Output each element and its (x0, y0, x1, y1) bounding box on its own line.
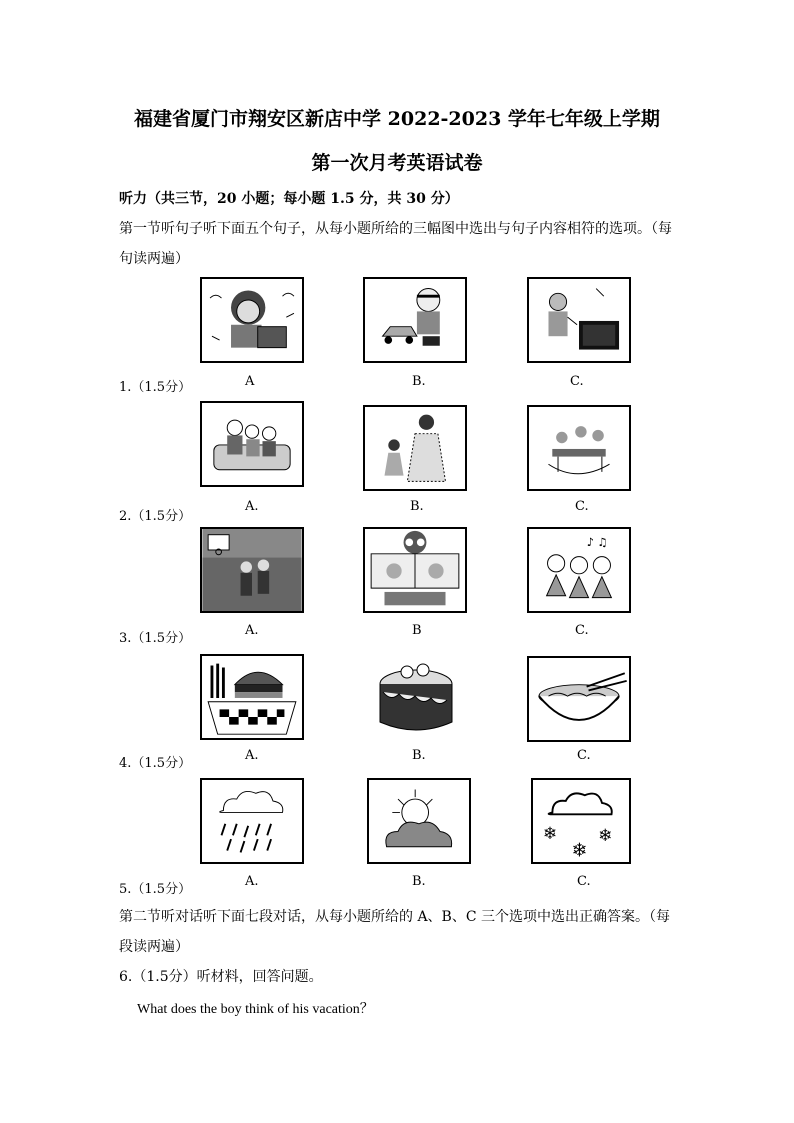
q1-picture-a[interactable] (200, 277, 304, 363)
section2-instruction-cont: 段读两遍） (119, 939, 189, 955)
q1-number: 1.（1.5分） (119, 380, 192, 395)
q5-number: 5.（1.5分） (119, 882, 192, 897)
q3-label-c: C. (575, 623, 589, 638)
q5-label-a: A. (245, 874, 259, 889)
title-line-2: 第一次月考英语试卷 (311, 152, 483, 174)
cake-icon (367, 656, 465, 740)
section1-instruction: 第一节听句子听下面五个句子，从每小题所给的三幅图中选出与句子内容相符的选项。（每 (119, 221, 672, 237)
rainy-icon (202, 780, 302, 862)
q1-label-b: B. (412, 374, 426, 389)
svg-text:♪ ♫: ♪ ♫ (586, 535, 608, 550)
sunny-cloudy-icon (369, 780, 469, 862)
q5-picture-a[interactable] (200, 778, 304, 864)
burger-and-fries-icon (202, 656, 302, 738)
mother-and-girl-icon (365, 407, 465, 489)
q4-picture-c[interactable] (527, 656, 631, 742)
q4-label-b: B. (412, 748, 426, 763)
q4-picture-a[interactable] (200, 654, 304, 740)
q6-question: What does the boy think of his vacation？ (137, 1002, 374, 1017)
svg-text:❄: ❄ (542, 824, 558, 845)
boy-playing-computer-icon (529, 279, 629, 361)
q2-label-b: B. (410, 499, 424, 514)
title-line-1: 福建省厦门市翔安区新店中学 2022-2023 学年七年级上学期 (134, 108, 660, 130)
boy-with-laptop-icon (202, 279, 302, 361)
q3-label-b: B (412, 623, 422, 638)
kids-playing-basketball-icon (202, 529, 302, 611)
svg-text:❄: ❄ (598, 826, 613, 847)
noodle-bowl-icon (529, 658, 629, 740)
q1-label-a: A (245, 374, 255, 389)
q2-picture-a[interactable] (200, 401, 304, 487)
q4-picture-b[interactable] (367, 656, 465, 740)
q3-label-a: A. (245, 623, 259, 638)
q2-picture-b[interactable] (363, 405, 467, 491)
q5-picture-b[interactable] (367, 778, 471, 864)
q2-label-c: C. (575, 499, 589, 514)
q4-label-a: A. (245, 748, 259, 763)
family-at-table-icon (529, 407, 629, 489)
q2-label-a: A. (245, 499, 259, 514)
q2-number: 2.（1.5分） (119, 509, 192, 524)
listening-header: 听力（共三节，20 小题；每小题 1.5 分，共 30 分） (119, 191, 459, 207)
q1-picture-c[interactable] (527, 277, 631, 363)
q3-picture-a[interactable] (200, 527, 304, 613)
teacher-reading-book-icon (365, 529, 465, 611)
q3-number: 3.（1.5分） (119, 631, 192, 646)
q3-picture-b[interactable] (363, 527, 467, 613)
section2-instruction: 第二节听对话听下面七段对话，从每小题所给的 A、B、C 三个选项中选出正确答案。（每 (119, 909, 671, 925)
q3-picture-c[interactable] (527, 527, 631, 613)
q1-label-c: C. (570, 374, 584, 389)
snowy-icon (533, 780, 629, 862)
family-on-sofa-icon (202, 403, 302, 485)
kids-singing-icon (529, 529, 629, 611)
q4-label-c: C. (577, 748, 591, 763)
svg-text:❄: ❄ (571, 839, 588, 862)
q6-prompt: 6.（1.5分）听材料，回答问题。 (119, 969, 323, 985)
section1-instruction-cont: 句读两遍） (119, 251, 189, 267)
q2-picture-c[interactable] (527, 405, 631, 491)
q5-picture-c[interactable] (531, 778, 631, 864)
q1-picture-b[interactable] (363, 277, 467, 363)
q4-number: 4.（1.5分） (119, 756, 192, 771)
q5-label-b: B. (412, 874, 426, 889)
q5-label-c: C. (577, 874, 591, 889)
boy-with-toy-car-icon (365, 279, 465, 361)
